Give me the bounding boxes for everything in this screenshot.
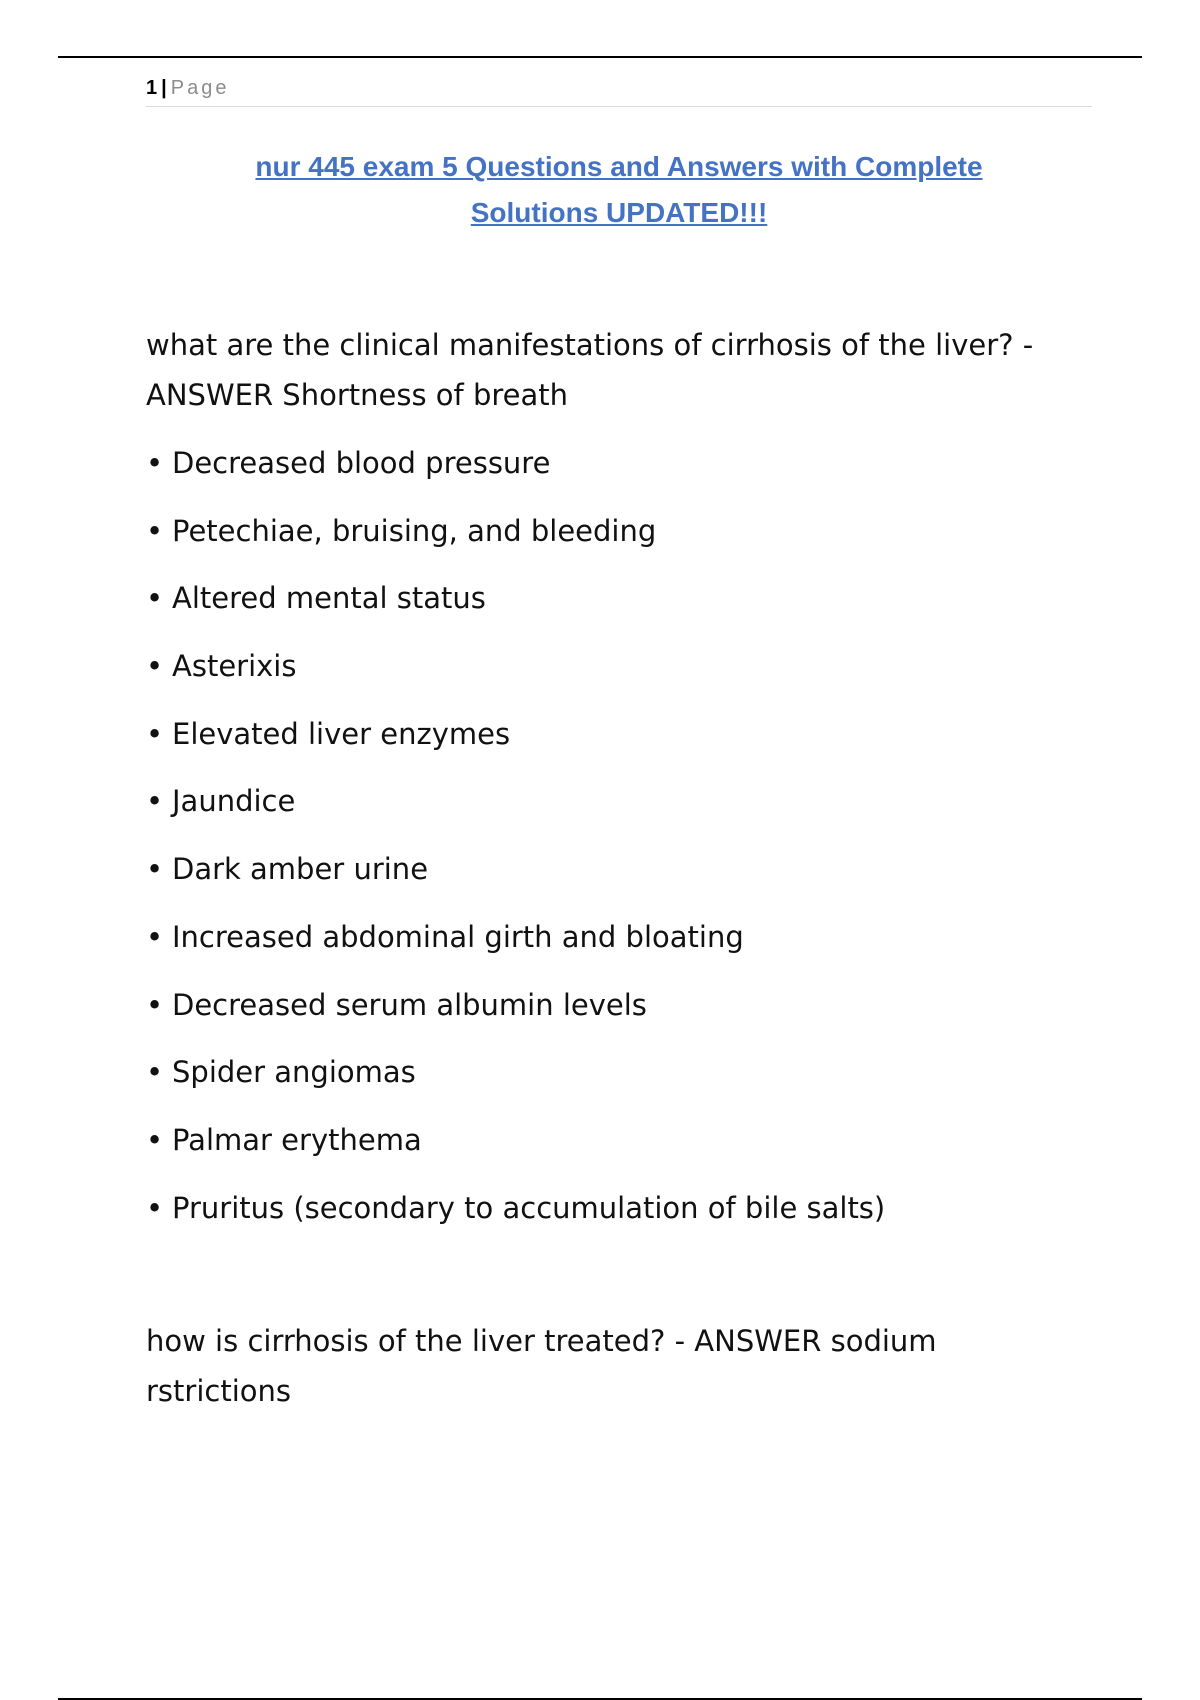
bullet-icon: • <box>146 513 164 548</box>
page-header <box>146 74 1092 107</box>
list-item <box>146 1183 885 1251</box>
list-item <box>146 912 885 980</box>
list-item-text: Palmar erythema <box>172 1122 422 1157</box>
bullet-icon: • <box>146 1122 164 1157</box>
bullet-icon: • <box>146 919 164 954</box>
question-1: what are the clinical manifestations of cirrhosis of the liver? - ANSWER Shortness of breath <box>146 328 1034 412</box>
bullet-icon: • <box>146 716 164 751</box>
title-line-1[interactable]: nur 445 exam 5 Questions and Answers with Complete <box>255 151 983 182</box>
list-item-text: Asterixis <box>172 649 297 684</box>
list-item <box>146 506 885 574</box>
bullet-icon: • <box>146 852 164 887</box>
list-item <box>146 776 885 844</box>
list-item-text: Dark amber urine <box>172 852 429 887</box>
list-item-text: Elevated liver enzymes <box>172 716 511 751</box>
list-item-text: Pruritus (secondary to accumulation of bile salts) <box>172 1190 886 1225</box>
list-item-text: Altered mental status <box>172 581 486 616</box>
bullet-icon: • <box>146 1190 164 1225</box>
bullet-icon: • <box>146 649 164 684</box>
list-item <box>146 980 885 1048</box>
list-item-text: Increased abdominal girth and bloating <box>172 919 744 954</box>
top-rule <box>58 56 1142 58</box>
page-label: Page <box>170 77 230 99</box>
document-title[interactable] <box>146 144 1092 236</box>
list-item <box>146 438 885 506</box>
list-item-text: Petechiae, bruising, and bleeding <box>172 513 657 548</box>
page-number: 1 <box>146 77 158 99</box>
title-line-2[interactable]: Solutions UPDATED!!! <box>470 197 768 228</box>
list-item <box>146 844 885 912</box>
list-item-text: Decreased serum albumin levels <box>172 987 647 1022</box>
question-2: how is cirrhosis of the liver treated? - ANSWER sodium rstrictions <box>146 1324 937 1408</box>
list-item <box>146 641 885 709</box>
list-item <box>146 709 885 777</box>
bullet-icon: • <box>146 784 164 819</box>
list-item <box>146 1115 885 1183</box>
list-item <box>146 573 885 641</box>
bullet-icon: • <box>146 446 164 480</box>
list-item-text: Jaundice <box>172 784 296 819</box>
page-separator: | <box>161 77 167 99</box>
list-item <box>146 1047 885 1115</box>
answer-bullet-list <box>146 438 885 1250</box>
bullet-icon: • <box>146 581 164 616</box>
bullet-icon: • <box>146 987 164 1022</box>
list-item-text: Spider angiomas <box>172 1055 416 1090</box>
bullet-icon: • <box>146 1055 164 1090</box>
list-item-text: Decreased blood pressure <box>172 446 551 480</box>
